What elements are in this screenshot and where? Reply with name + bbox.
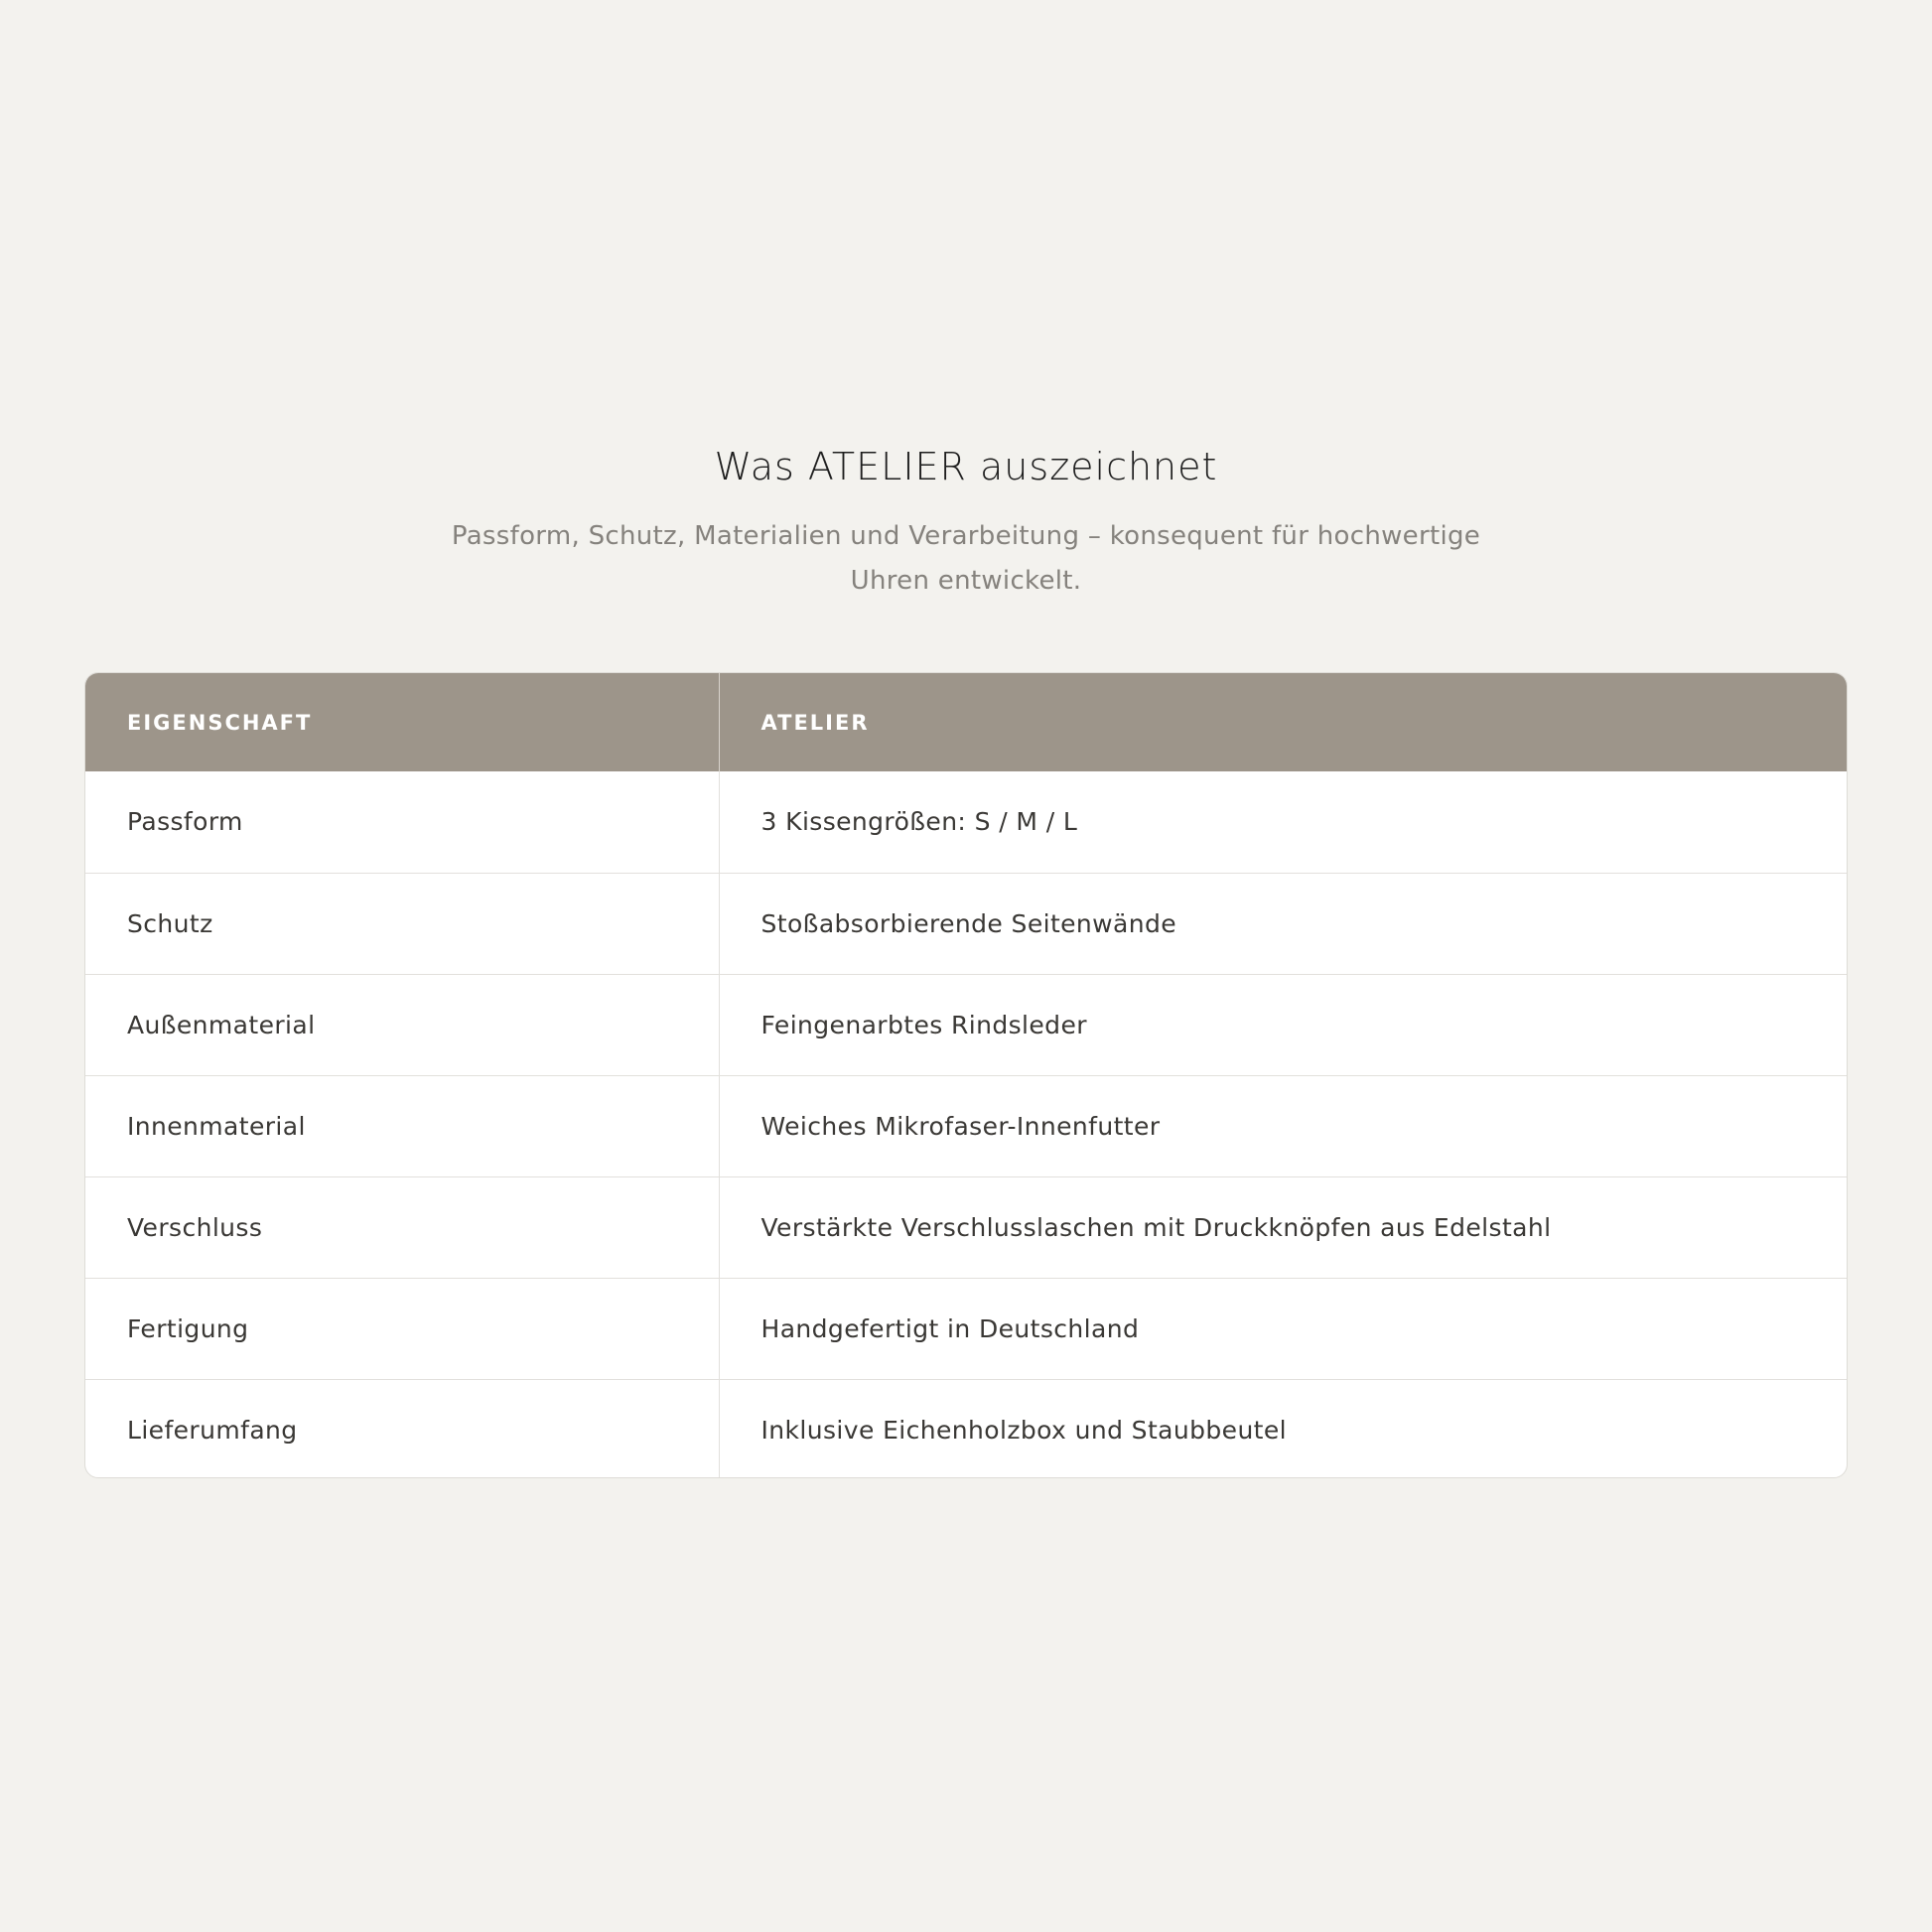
value-cell: 3 Kissengrößen: S / M / L: [719, 771, 1847, 873]
table-header: [85, 673, 1847, 771]
property-cell: Fertigung: [85, 1278, 719, 1379]
comparison-table-card: [84, 672, 1848, 1478]
table-row: [85, 873, 1847, 974]
property-cell: Außenmaterial: [85, 974, 719, 1075]
table-row: [85, 1278, 1847, 1379]
comparison-table: [85, 673, 1847, 1478]
property-cell: Lieferumfang: [85, 1379, 719, 1478]
section-subtitle: Passform, Schutz, Materialien und Verarbeitung – konsequent für hochwertige Uhren entwickelt.: [451, 521, 1481, 596]
table-row: [85, 1379, 1847, 1478]
value-cell: Handgefertigt in Deutschland: [719, 1278, 1847, 1379]
value-cell: Feingenarbtes Rindsleder: [719, 974, 1847, 1075]
value-cell: Inklusive Eichenholzbox und Staubbeutel: [719, 1379, 1847, 1478]
table-header-row: [85, 673, 1847, 771]
column-header-eigenschaft: EIGENSCHAFT: [85, 673, 719, 771]
section-title: Was ATELIER auszeichnet: [714, 445, 1218, 488]
table-row: [85, 1075, 1847, 1176]
table-row: [85, 974, 1847, 1075]
table-row: [85, 1176, 1847, 1278]
table-body: [85, 771, 1847, 1478]
value-cell: Verstärkte Verschlusslaschen mit Druckknöpfen aus Edelstahl: [719, 1176, 1847, 1278]
property-cell: Schutz: [85, 873, 719, 974]
property-cell: Verschluss: [85, 1176, 719, 1278]
property-cell: Innenmaterial: [85, 1075, 719, 1176]
property-cell: Passform: [127, 807, 243, 837]
value-cell: Stoßabsorbierende Seitenwände: [719, 873, 1847, 974]
value-cell: Weiches Mikrofaser-Innenfutter: [719, 1075, 1847, 1176]
column-header-atelier: ATELIER: [719, 673, 1847, 771]
table-row: [85, 771, 1847, 873]
